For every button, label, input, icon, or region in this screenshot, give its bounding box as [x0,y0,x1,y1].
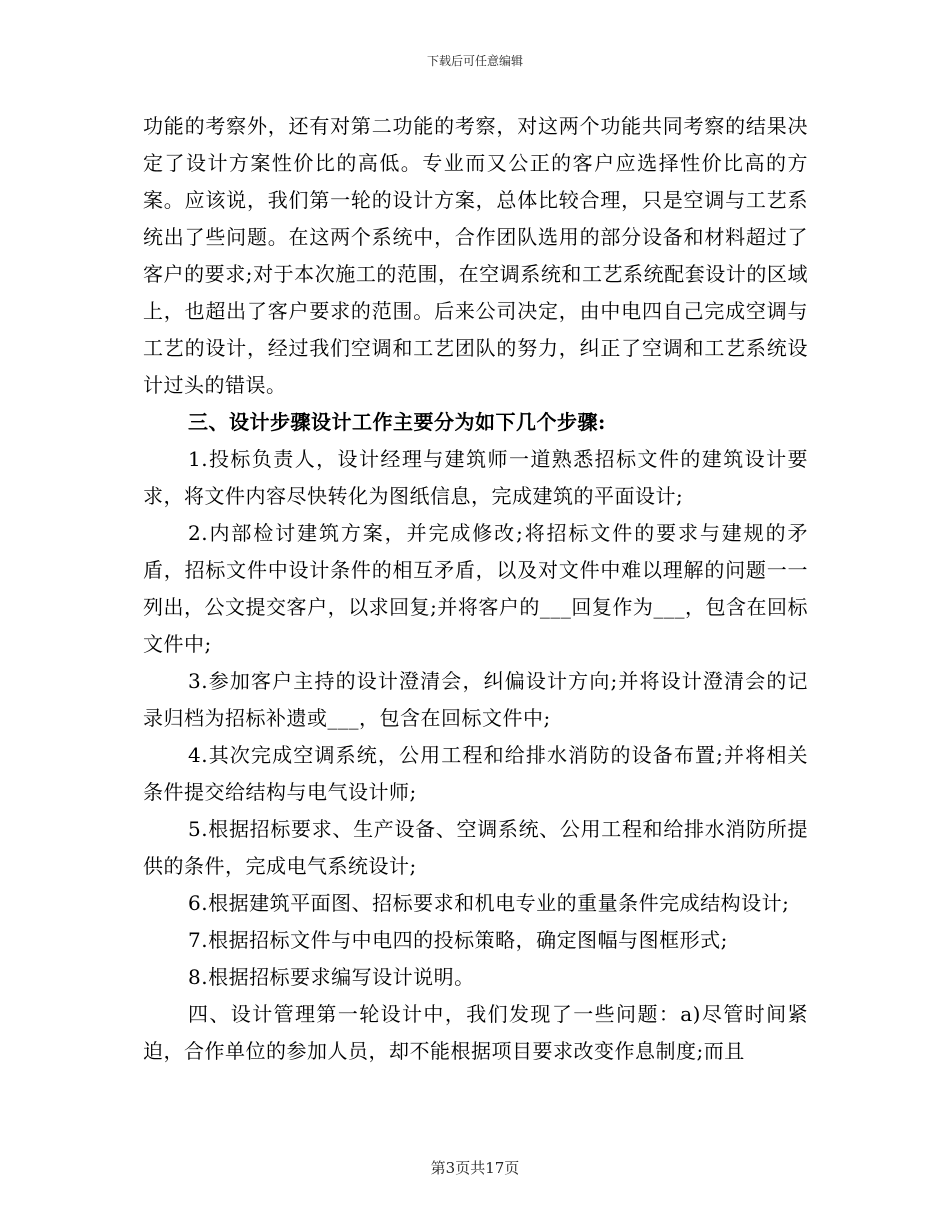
step-item-8: 8.根据招标要求编写设计说明。 [188,965,475,989]
page-header: 下载后可任意编辑 [426,54,523,68]
document-body [143,108,808,1070]
step-item-2: 2.内部检讨建筑方案，并完成修改;将招标文件的要求与建规的矛盾，招标文件中设计条件的相互矛盾，以及对文件中难以理解的问题一一列出，公文提交客户，以求回复;并将客户的___回复作为___，包含在回标文件中; [143,521,808,656]
section-design-management: 四、设计管理第一轮设计中，我们发现了一些问题：a)尽管时间紧迫，合作单位的参加人员，却不能根据项目要求改变作息制度;而且 [143,1002,808,1063]
step-item-1: 1.投标负责人，设计经理与建筑师一道熟悉招标文件的建筑设计要求，将文件内容尽快转化为图纸信息，完成建筑的平面设计; [143,447,808,508]
step-item-7: 7.根据招标文件与中电四的投标策略，确定图幅与图框形式; [188,928,728,952]
step-item-5: 5.根据招标要求、生产设备、空调系统、公用工程和给排水消防所提供的条件，完成电气系统设计; [143,817,808,878]
paragraph-intro: 功能的考察外，还有对第二功能的考察，对这两个功能共同考察的结果决定了设计方案性价比的高低。专业而又公正的客户应选择性价比高的方案。应该说，我们第一轮的设计方案，总体比较合理，只是空调与工艺系统出了些问题。在这两个系统中，合作团队选用的部分设备和材料超过了客户的要求;对于本次施工的范围，在空调系统和工艺系统配套设计的区域上，也超出了客户要求的范围。后来公司决定，由中电四自己完成空调与工艺的设计，经过我们空调和工艺团队的努力，纠正了空调和工艺系统设计过头的错误。 [143,114,808,397]
step-item-4: 4.其次完成空调系统，公用工程和给排水消防的设备布置;并将相关条件提交给结构与电气设计师; [143,743,808,804]
step-item-6: 6.根据建筑平面图、招标要求和机电专业的重量条件完成结构设计; [188,891,790,915]
page-number-footer: 第3页共17页 [430,1159,520,1177]
section-heading-design-steps: 三、设计步骤设计工作主要分为如下几个步骤: [188,410,606,434]
step-item-3: 3.参加客户主持的设计澄清会，纠偏设计方向;并将设计澄清会的记录归档为招标补遗或___，包含在回标文件中; [143,669,808,730]
